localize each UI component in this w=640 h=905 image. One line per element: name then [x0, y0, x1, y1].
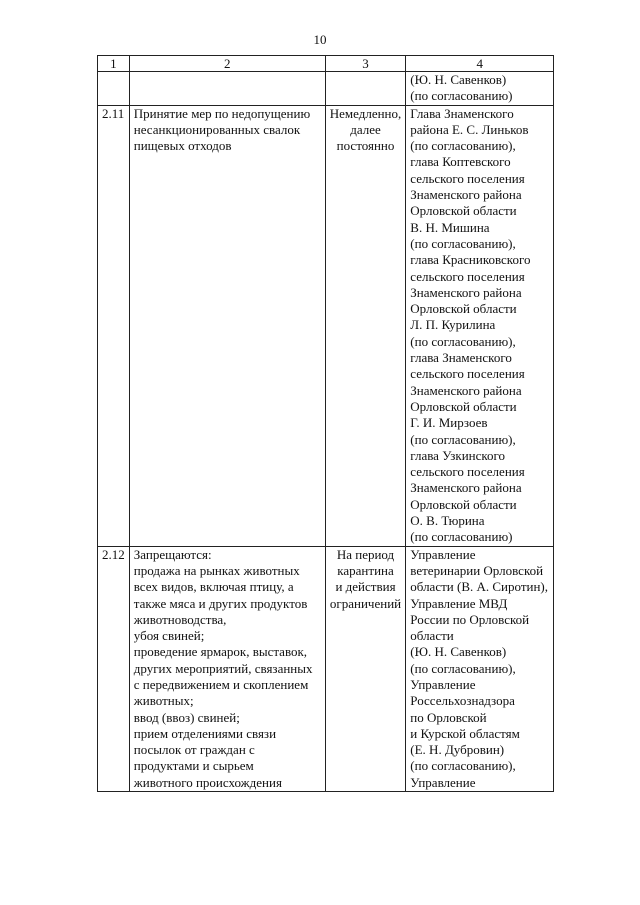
cell-text-line: области [410, 628, 454, 644]
cell-text-line: Принятие мер по недопущению [133, 105, 311, 121]
measure-cell [129, 546, 325, 791]
cell-text-line: глава Знаменского [410, 350, 512, 366]
cell-text-line: с передвижением и скоплением [133, 676, 309, 692]
cell-text-line: (по согласованию), [410, 758, 516, 774]
cell-text-line: Россельхознадзора [410, 693, 515, 709]
cell-text-line: Орловской области [410, 398, 517, 414]
table-header-row [98, 56, 554, 72]
header-cell-1: 1 [98, 56, 130, 72]
cell-text-line: и Курской областям [410, 725, 520, 741]
cell-text-line: животного происхождения [133, 774, 282, 790]
cell-text-line: Знаменского района [410, 480, 522, 496]
responsible-cell [406, 546, 554, 791]
header-cell-3: 3 [325, 56, 406, 72]
cell-text-line: Л. П. Курилина [410, 317, 496, 333]
cell-text-line: Запрещаются: [133, 546, 212, 562]
row-number-cell: 2.11 [98, 105, 130, 546]
cell-text-line: Г. И. Мирзоев [410, 415, 488, 431]
measure-cell [129, 72, 325, 106]
cell-text-line: всех видов, включая птицу, а [133, 579, 294, 595]
cell-text-line: В. Н. Мишина [410, 219, 490, 235]
cell-text-line: Управление МВД [410, 595, 508, 611]
cell-text-line: России по Орловской [410, 611, 530, 627]
cell-text-line: Знаменского района [410, 382, 522, 398]
cell-text-line: проведение ярмарок, выставок, [133, 644, 308, 660]
cell-text-line: продажа на рынках животных [133, 562, 300, 578]
cell-text-line: Знаменского района [410, 187, 522, 203]
cell-text-line: Управление [410, 774, 476, 790]
cell-text-line: (по согласованию), [410, 333, 516, 349]
cell-text-line: сельского поселения [410, 464, 525, 480]
row-number-cell [98, 72, 130, 106]
cell-text-line: далее [350, 121, 381, 137]
cell-text-line: животноводства, [133, 611, 227, 627]
measures-table [97, 55, 554, 792]
cell-text-line: сельского поселения [410, 366, 525, 382]
table-row-2-12 [98, 546, 554, 791]
header-cell-2: 2 [129, 56, 325, 72]
cell-text-line: ввод (ввоз) свиней; [133, 709, 240, 725]
cell-text-line: постоянно [336, 138, 395, 154]
cell-text-line: убоя свиней; [133, 628, 205, 644]
cell-text-line: прием отделениями связи [133, 725, 277, 741]
cell-text-line: сельского поселения [410, 268, 525, 284]
term-cell [325, 105, 406, 546]
cell-text-line: Глава Знаменского [410, 105, 514, 121]
cell-text-line: пищевых отходов [133, 138, 232, 154]
cell-text-line: ограничений [329, 595, 402, 611]
cell-text-line: глава Коптевского [410, 154, 511, 170]
cell-text-line: (по согласованию), [410, 138, 516, 154]
term-cell [325, 72, 406, 106]
cell-text-line: и действия [335, 579, 396, 595]
cell-text-line: Знаменского района [410, 284, 522, 300]
cell-text-line: Управление [410, 546, 476, 562]
cell-text-line: Немедленно, [329, 105, 402, 121]
cell-text-line: по Орловской [410, 709, 487, 725]
cell-text-line: глава Узкинского [410, 447, 506, 463]
table-row-continuation [98, 72, 554, 106]
cell-text-line: Орловской области [410, 496, 517, 512]
cell-text-line: Орловской области [410, 301, 517, 317]
cell-text-line: области (В. А. Сиротин), [410, 579, 549, 595]
cell-text-line: района Е. С. Линьков [410, 121, 529, 137]
term-cell [325, 546, 406, 791]
cell-text-line: сельского поселения [410, 170, 525, 186]
cell-text-line: (по согласованию) [410, 88, 513, 104]
cell-text-line: На период [336, 546, 395, 562]
row-number-cell: 2.12 [98, 546, 130, 791]
responsible-cell [406, 72, 554, 106]
cell-text-line: Орловской области [410, 203, 517, 219]
cell-text-line: (по согласованию), [410, 235, 516, 251]
cell-text-line: глава Красниковского [410, 252, 531, 268]
table-row-2-11 [98, 105, 554, 546]
page-number: 10 [313, 32, 327, 47]
cell-text-line: (по согласованию), [410, 660, 516, 676]
cell-text-line: (Ю. Н. Савенков) [410, 644, 507, 660]
cell-text-line: других мероприятий, связанных [133, 660, 313, 676]
responsible-cell [406, 105, 554, 546]
measure-cell [129, 105, 325, 546]
cell-text-line: (по согласованию), [410, 431, 516, 447]
cell-text-line: посылок от граждан с [133, 742, 255, 758]
cell-text-line: продуктами и сырьем [133, 758, 254, 774]
cell-text-line: (по согласованию) [410, 529, 513, 545]
cell-text-line: ветеринарии Орловской [410, 562, 544, 578]
cell-text-line: (Е. Н. Дубровин) [410, 742, 505, 758]
cell-text-line: (Ю. Н. Савенков) [410, 72, 507, 87]
cell-text-line: животных; [133, 693, 194, 709]
cell-text-line: карантина [337, 562, 394, 578]
cell-text-line: несанкционированных свалок [133, 121, 301, 137]
header-cell-4: 4 [406, 56, 554, 72]
cell-text-line: также мяса и других продуктов [133, 595, 308, 611]
cell-text-line: О. В. Тюрина [410, 513, 485, 529]
cell-text-line: Управление [410, 676, 476, 692]
